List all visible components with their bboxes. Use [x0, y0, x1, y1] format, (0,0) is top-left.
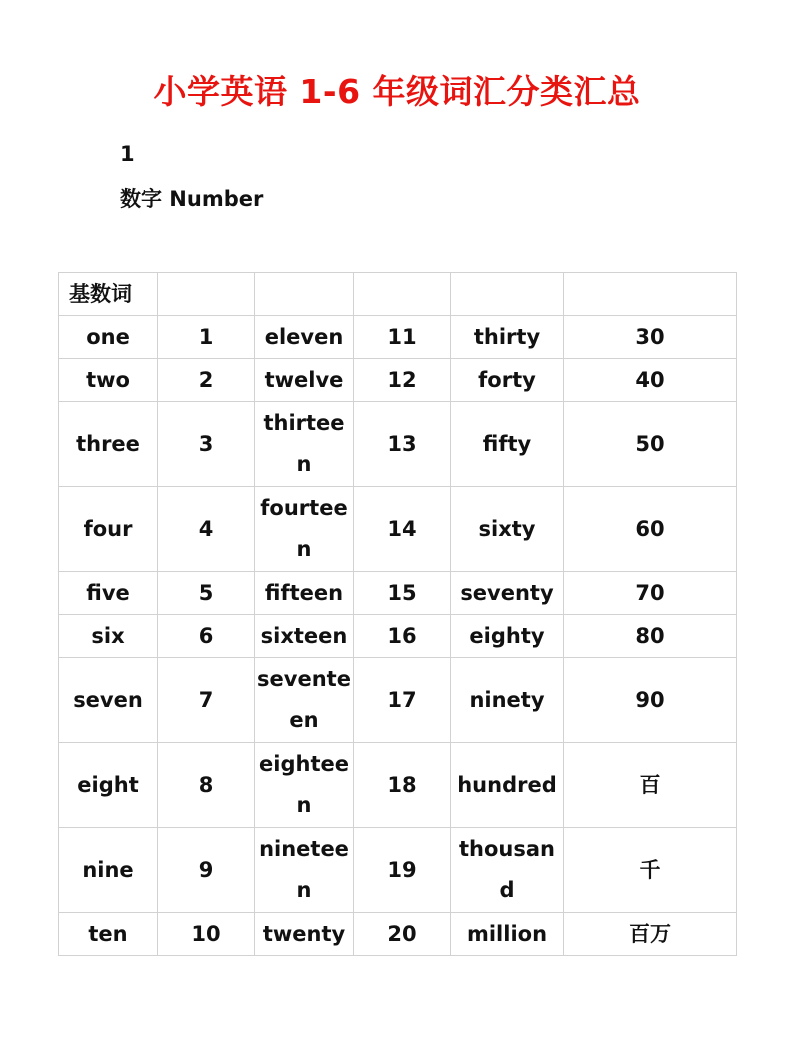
section-number: 1 — [120, 142, 135, 166]
number-cell: 3 — [158, 402, 255, 487]
number-vocabulary-table — [58, 272, 737, 956]
table-row — [59, 359, 737, 402]
number-cell: 12 — [354, 359, 451, 402]
table-row — [59, 913, 737, 956]
number-cell: 7 — [158, 658, 255, 743]
word-cell: hundred — [451, 743, 564, 828]
number-cell: 18 — [354, 743, 451, 828]
word-cell: fourteen — [255, 487, 354, 572]
word-cell: sixty — [451, 487, 564, 572]
number-cell: 40 — [564, 359, 737, 402]
number-cell: 1 — [158, 316, 255, 359]
number-cell: 19 — [354, 828, 451, 913]
header-cell — [564, 273, 737, 316]
number-cell: 4 — [158, 487, 255, 572]
number-cell: 50 — [564, 402, 737, 487]
header-cell — [451, 273, 564, 316]
word-cell: sixteen — [255, 615, 354, 658]
number-cell: 5 — [158, 572, 255, 615]
table-row — [59, 658, 737, 743]
number-cell: 17 — [354, 658, 451, 743]
number-cell: 70 — [564, 572, 737, 615]
number-cell: 80 — [564, 615, 737, 658]
word-cell: thirty — [451, 316, 564, 359]
number-cell: 11 — [354, 316, 451, 359]
header-cell — [158, 273, 255, 316]
word-cell: ten — [59, 913, 158, 956]
section-title: 数字 Number — [120, 187, 264, 211]
word-cell: thirteen — [255, 402, 354, 487]
word-cell: eight — [59, 743, 158, 828]
table-header-row — [59, 273, 737, 316]
word-cell: million — [451, 913, 564, 956]
header-cell-cardinal: 基数词 — [59, 273, 158, 316]
header-cell — [255, 273, 354, 316]
number-cell: 20 — [354, 913, 451, 956]
table-row — [59, 316, 737, 359]
page-title: 小学英语 1-6 年级词汇分类汇总 — [153, 72, 641, 111]
word-cell: eighty — [451, 615, 564, 658]
table-row — [59, 743, 737, 828]
header-cell — [354, 273, 451, 316]
word-cell: eleven — [255, 316, 354, 359]
word-cell: forty — [451, 359, 564, 402]
number-cell: 10 — [158, 913, 255, 956]
number-cell: 15 — [354, 572, 451, 615]
word-cell: seventy — [451, 572, 564, 615]
number-cell: 90 — [564, 658, 737, 743]
table-row — [59, 402, 737, 487]
number-cell: 千 — [564, 828, 737, 913]
number-cell: 16 — [354, 615, 451, 658]
word-cell: seventeen — [255, 658, 354, 743]
number-cell: 30 — [564, 316, 737, 359]
number-cell: 13 — [354, 402, 451, 487]
word-cell: three — [59, 402, 158, 487]
word-cell: eighteen — [255, 743, 354, 828]
word-cell: thousand — [451, 828, 564, 913]
word-cell: twenty — [255, 913, 354, 956]
word-cell: fifty — [451, 402, 564, 487]
number-cell: 8 — [158, 743, 255, 828]
word-cell: nine — [59, 828, 158, 913]
number-cell: 百万 — [564, 913, 737, 956]
table-row — [59, 487, 737, 572]
word-cell: one — [59, 316, 158, 359]
word-cell: five — [59, 572, 158, 615]
number-cell: 2 — [158, 359, 255, 402]
number-cell: 9 — [158, 828, 255, 913]
word-cell: six — [59, 615, 158, 658]
word-cell: twelve — [255, 359, 354, 402]
number-cell: 6 — [158, 615, 255, 658]
word-cell: two — [59, 359, 158, 402]
word-cell: nineteen — [255, 828, 354, 913]
table-row — [59, 615, 737, 658]
number-cell: 60 — [564, 487, 737, 572]
number-cell: 14 — [354, 487, 451, 572]
word-cell: seven — [59, 658, 158, 743]
word-cell: ninety — [451, 658, 564, 743]
table-row — [59, 828, 737, 913]
number-cell: 百 — [564, 743, 737, 828]
word-cell: fifteen — [255, 572, 354, 615]
word-cell: four — [59, 487, 158, 572]
table-row — [59, 572, 737, 615]
